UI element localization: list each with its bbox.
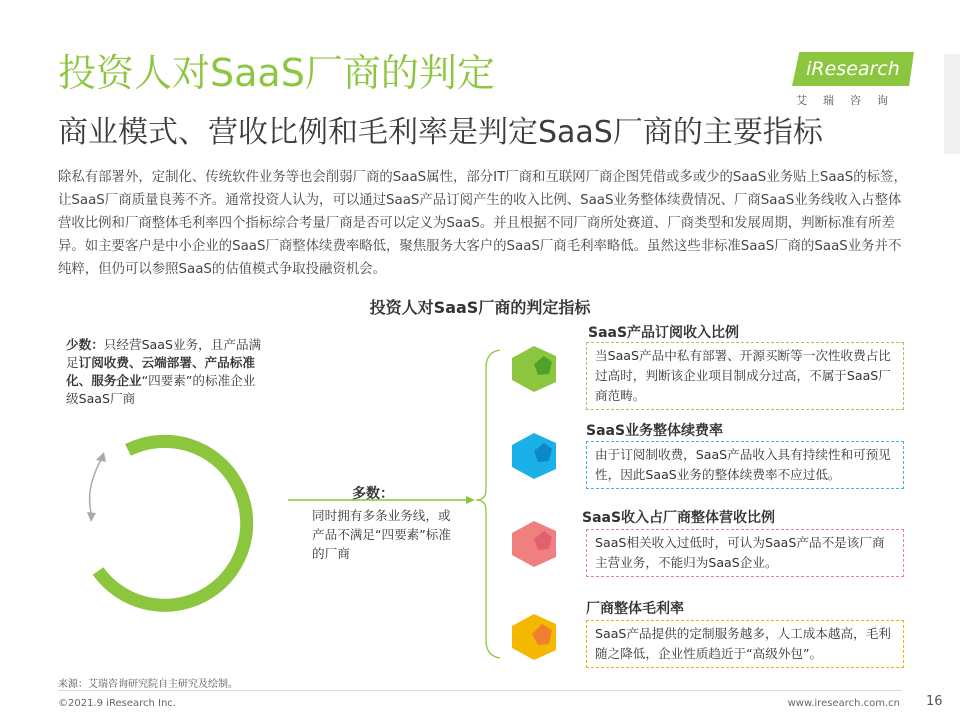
footer-divider [58, 690, 902, 691]
ring-arc [98, 441, 247, 605]
logo-text: iResearch [806, 58, 900, 80]
ring-gap-arrow [90, 458, 102, 516]
indicator-title-2: SaaS业务整体续费率 [586, 423, 724, 439]
indicator-desc-4: SaaS产品提供的定制服务越多，人工成本越高，毛利随之降低，企业性质趋近于“高级外包”。 [586, 620, 904, 668]
indicator-desc-1: 当SaaS产品中私有部署、开源买断等一次性收费占比过高时，判断该企业项目制成分过高，不属于SaaS厂商范畴。 [586, 342, 904, 410]
copyright: ©2021.9 iResearch Inc. [58, 698, 176, 709]
indicator-desc-2: 由于订阅制收费，SaaS产品收入具有持续性和可预见性，因此SaaS业务的整体续费率不应过低。 [586, 441, 904, 489]
indicator-title-4: 厂商整体毛利率 [586, 601, 684, 617]
logo-subtext: 艾瑞咨询 [796, 94, 904, 107]
minority-text-1: 只经营SaaS业务，且产品满足 [66, 337, 262, 370]
ring-gap-arrowhead-top [96, 452, 106, 462]
indicator-title-1: SaaS产品订阅收入比例 [588, 325, 740, 341]
majority-description: 同时拥有多条业务线，或产品不满足“四要素”标准的厂商 [312, 508, 451, 561]
indicator-icon-4 [512, 614, 556, 660]
page-subtitle: 商业模式、营收比例和毛利率是判定SaaS厂商的主要指标 [58, 115, 823, 150]
indicator-icon-1 [512, 346, 556, 392]
indicator-desc-3: SaaS相关收入过低时，可认为SaaS产品不是该厂商主营业务，不能归为SaaS企业。 [586, 529, 904, 577]
indicator-title-3: SaaS收入占厂商整体营收比例 [582, 510, 776, 526]
website-link[interactable]: www.iresearch.com.cn [787, 698, 900, 709]
source-note: 来源：艾瑞咨询研究院自主研究及绘制。 [58, 679, 238, 690]
majority-label: 多数： [352, 486, 394, 502]
indicator-bracket [476, 350, 500, 658]
diagram-title: 投资人对SaaS厂商的判定指标 [369, 298, 591, 317]
indicator-icon-2 [512, 433, 556, 479]
minority-text-2: 订阅收费、云端部署、产品标准化、服务企业 [66, 355, 255, 388]
ring-gap-arrowhead-bottom [87, 512, 96, 522]
page-title: 投资人对SaaS厂商的判定 [58, 51, 495, 95]
minority-text-3: “四要素”的标准企业级SaaS厂商 [66, 373, 256, 406]
minority-description [66, 336, 266, 408]
majority-arrowhead [466, 496, 475, 504]
indicator-icon-3 [512, 521, 556, 567]
minority-label: 少数： [66, 337, 104, 352]
page-number: 16 [926, 694, 943, 709]
intro-paragraph: 除私有部署外，定制化、传统软件业务等也会削弱厂商的SaaS属性，部分IT厂商和互联网厂商企图凭借或多或少的SaaS业务贴上SaaS的标签，让SaaS厂商质量良莠不齐。通常投资人认为，可以通过SaaS产品订阅产生的收入比例、SaaS业务整体续费情况、厂商SaaS业务线收入占整体营收比例和厂商整体毛利率四个指标综合考量厂商是否可以定义为SaaS。并且根据不同厂商所处赛道、厂商类型和发展周期，判断标准有所差异。如主要客户是中小企业的SaaS厂商整体续费率略低，聚焦服务大客户的SaaS厂商毛利率略低。虽然这些非标准SaaS厂商的SaaS业务并不纯粹，但仍可以参照SaaS的估值模式争取投融资机会。 [58, 170, 907, 277]
